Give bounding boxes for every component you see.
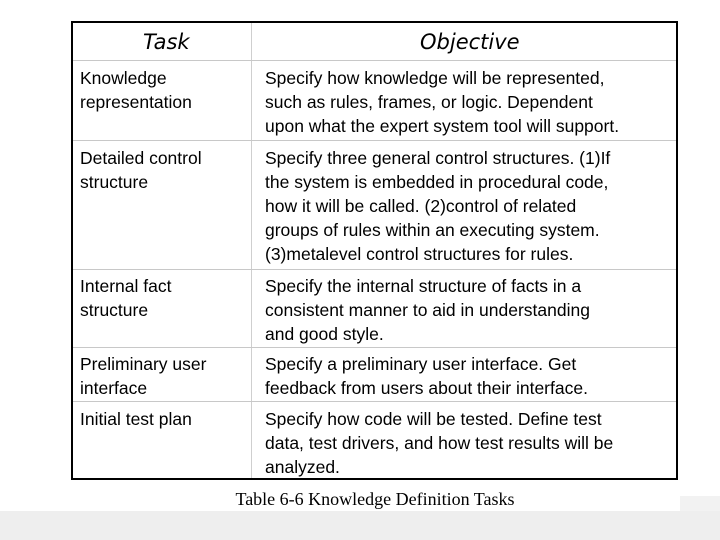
row-3-task: Internal fact structure [80,276,172,320]
corner-overlay [680,496,720,512]
row-3-objective: Specify the internal structure of facts in a consistent manner to aid in understanding and good style. [265,276,590,344]
row-5-objective: Specify how code will be tested. Define test data, test drivers, and how test results will be analyzed. [265,409,614,477]
table-caption: Table 6-6 Knowledge Definition Tasks [235,489,515,509]
row-1-task: Knowledge representation [80,68,192,112]
header-task: Task [143,30,190,54]
knowledge-definition-table [71,21,678,480]
row-1-objective: Specify how knowledge will be represented, such as rules, frames, or logic. Dependent upon what the expert system tool will support. [265,68,620,136]
header-objective: Objective [420,30,520,54]
row-2-objective: Specify three general control structures. (1)If the system is embedded in procedural code, how it will be called. (2)control of related groups of rules within an executing system. (3)metalevel control structures for rules. [265,148,611,264]
row-2-task: Detailed control structure [80,148,202,192]
row-separator [73,401,676,402]
row-5-task: Initial test plan [80,409,192,429]
bottom-bar [0,511,720,540]
row-separator [73,269,676,270]
column-divider [251,23,252,478]
row-separator [73,140,676,141]
row-4-objective: Specify a preliminary user interface. Get feedback from users about their interface. [265,354,588,398]
row-4-task: Preliminary user interface [80,354,207,398]
row-separator [73,347,676,348]
row-separator [73,60,676,61]
